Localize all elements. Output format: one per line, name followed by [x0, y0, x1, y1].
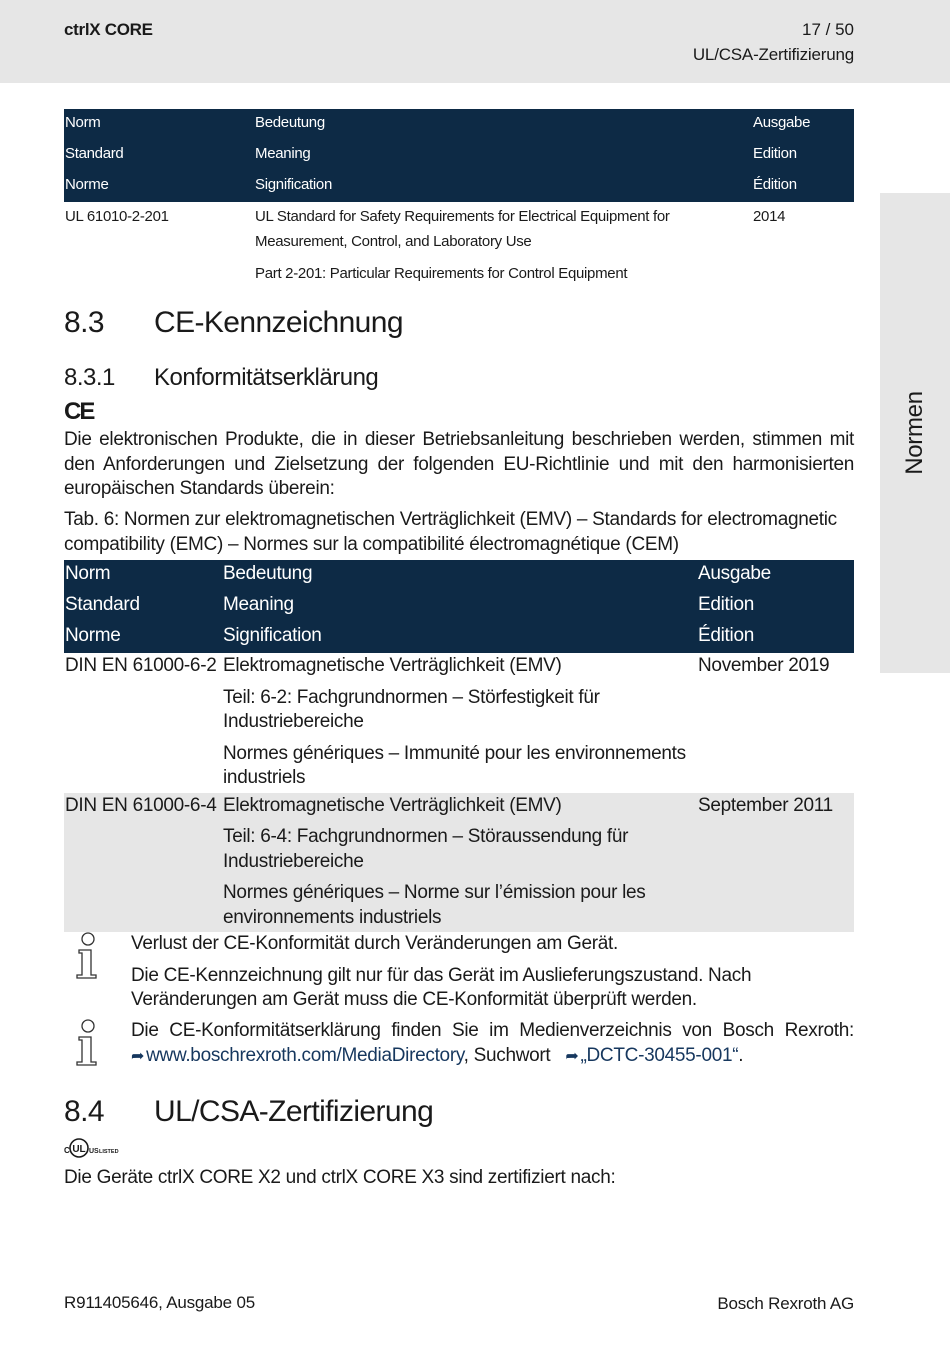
- info-icon: [74, 932, 100, 980]
- header-page-number: 17 / 50: [802, 20, 854, 39]
- header-cell: Norme: [64, 171, 254, 202]
- link-arrow-icon: ➦: [565, 1047, 579, 1065]
- svg-text:C: C: [64, 1146, 70, 1155]
- header-cell: Standard: [64, 140, 254, 171]
- ce-mark-icon: CE: [64, 398, 94, 425]
- header-cell: Edition: [697, 591, 854, 622]
- ul-listed-mark-icon: [64, 1137, 122, 1159]
- table-header-row: [64, 109, 854, 140]
- meaning-line: Elektromagnetische Verträglichkeit (EMV): [223, 794, 562, 816]
- header-cell: Ausgabe: [752, 109, 854, 140]
- section-title: UL/CSA-Zertifizierung: [154, 1095, 434, 1128]
- table-header-row: [64, 171, 854, 202]
- header-cell: Meaning: [254, 140, 752, 171]
- note-media-directory: Die CE-Konformitätserklärung finden Sie im Medienverzeichnis von Bosch Rexroth: ➦ www.boschrexroth.com/MediaDirectory, Suchwort ➦ „DCTC-30455-001“.: [131, 1020, 854, 1066]
- media-directory-link[interactable]: ➦ www.boschrexroth.com/MediaDirectory: [131, 1044, 464, 1066]
- emc-standards-table: [64, 560, 854, 932]
- footer-company: Bosch Rexroth AG: [717, 1294, 854, 1313]
- header-cell: Norm: [64, 560, 222, 591]
- keyword-link[interactable]: ➦ „DCTC-30455-001“: [565, 1044, 739, 1066]
- section-number: 8.3: [64, 306, 104, 339]
- header-chapter: UL/CSA-Zertifizierung: [692, 45, 854, 64]
- ul-standards-table: [64, 109, 854, 288]
- header-cell: Edition: [752, 140, 854, 171]
- side-tab-label: Normen: [901, 391, 928, 475]
- meaning-cell: [222, 653, 697, 793]
- intro-paragraph: Die elektronischen Produkte, die in dieser Betriebsanleitung beschrieben werden, stimmen mit den Anforderungen und Zielsetzung der folgenden EU-Richtlinie und mit den harmonisierten europäischen Standards überein:: [64, 429, 854, 499]
- note-title: Verlust der CE-Konformität durch Veränderungen am Gerät.: [131, 933, 618, 954]
- table-caption: Tab. 6: Normen zur elektromagnetischen Verträglichkeit (EMV) – Standards for electromagnetic compatibility (EMC) – Normes sur la compatibilité électromagnétique (CEM): [64, 509, 837, 555]
- meaning-line: UL Standard for Safety Requirements for Electrical Equipment for Measurement, Control, and Laboratory Use: [255, 208, 670, 250]
- note-ce-conformity: [131, 932, 854, 1020]
- norm-cell: DIN EN 61000-6-4: [64, 793, 222, 933]
- info-icon: [74, 1019, 100, 1067]
- table-row: [64, 653, 854, 793]
- header-cell: Ausgabe: [697, 560, 854, 591]
- header-cell: Édition: [752, 171, 854, 202]
- edition-cell: 2014: [753, 208, 786, 225]
- footer-document-number: R911405646, Ausgabe 05: [64, 1293, 255, 1312]
- header-cell: Bedeutung: [254, 109, 752, 140]
- section-heading-8-4: [64, 1095, 433, 1129]
- section-title: CE-Kennzeichnung: [154, 306, 403, 339]
- keyword-label: Suchwort: [473, 1044, 551, 1066]
- header-cell: Signification: [254, 171, 752, 202]
- table-header-row: [64, 140, 854, 171]
- svg-text:UL: UL: [72, 1144, 86, 1155]
- note-text: Die CE-Konformitätserklärung finden Sie im Medienverzeichnis von Bosch Rexroth:: [131, 1020, 854, 1041]
- meaning-line: Normes génériques – Immunité pour les environnements industriels: [223, 742, 686, 788]
- norm-cell: UL 61010-2-201: [65, 208, 169, 225]
- meaning-cell: [254, 202, 752, 288]
- table-row: [64, 793, 854, 933]
- header-cell: Norme: [64, 622, 222, 653]
- meaning-line: Teil: 6-4: Fachgrundnormen – Störaussendung für Industriebereiche: [223, 826, 629, 872]
- meaning-line: Elektromagnetische Verträglichkeit (EMV): [223, 655, 562, 676]
- section-number: 8.4: [64, 1095, 104, 1128]
- header-cell: Édition: [697, 622, 854, 653]
- header-cell: Meaning: [222, 591, 697, 622]
- header-product: ctrlX CORE: [64, 20, 153, 39]
- header-cell: Norm: [64, 109, 254, 140]
- section-number: 8.3.1: [64, 364, 115, 391]
- section-title: Konformitätserklärung: [154, 364, 379, 391]
- section-heading-8-3-1: [64, 364, 378, 392]
- svg-text:LISTED: LISTED: [99, 1149, 119, 1155]
- table-header-row: [64, 591, 854, 622]
- norm-cell: DIN EN 61000-6-2: [65, 655, 217, 676]
- svg-text:US: US: [89, 1148, 99, 1155]
- link-arrow-icon: ➦: [131, 1047, 145, 1065]
- ul-paragraph: Die Geräte ctrlX CORE X2 und ctrlX CORE X3 sind zertifiziert nach:: [64, 1167, 616, 1188]
- header-cell: Standard: [64, 591, 222, 622]
- table-row: [64, 202, 854, 288]
- section-heading-8-3: [64, 306, 403, 340]
- meaning-cell: [222, 793, 697, 933]
- edition-cell: September 2011: [697, 793, 854, 933]
- edition-cell: November 2019: [698, 655, 830, 676]
- meaning-line: Normes génériques – Norme sur l’émission pour les environnements industriels: [223, 882, 646, 928]
- header-band: [0, 0, 950, 83]
- meaning-line: Part 2-201: Particular Requirements for Control Equipment: [255, 265, 628, 282]
- table-header-row: [64, 622, 854, 653]
- header-cell: Bedeutung: [222, 560, 697, 591]
- meaning-line: Teil: 6-2: Fachgrundnormen – Störfestigkeit für Industriebereiche: [223, 686, 600, 732]
- header-cell: Signification: [222, 622, 697, 653]
- table-header-row: [64, 560, 854, 591]
- note-text: Die CE-Kennzeichnung gilt nur für das Gerät im Auslieferungszustand. Nach Veränderungen am Gerät muss die CE-Konformität überprüft werden.: [131, 964, 752, 1010]
